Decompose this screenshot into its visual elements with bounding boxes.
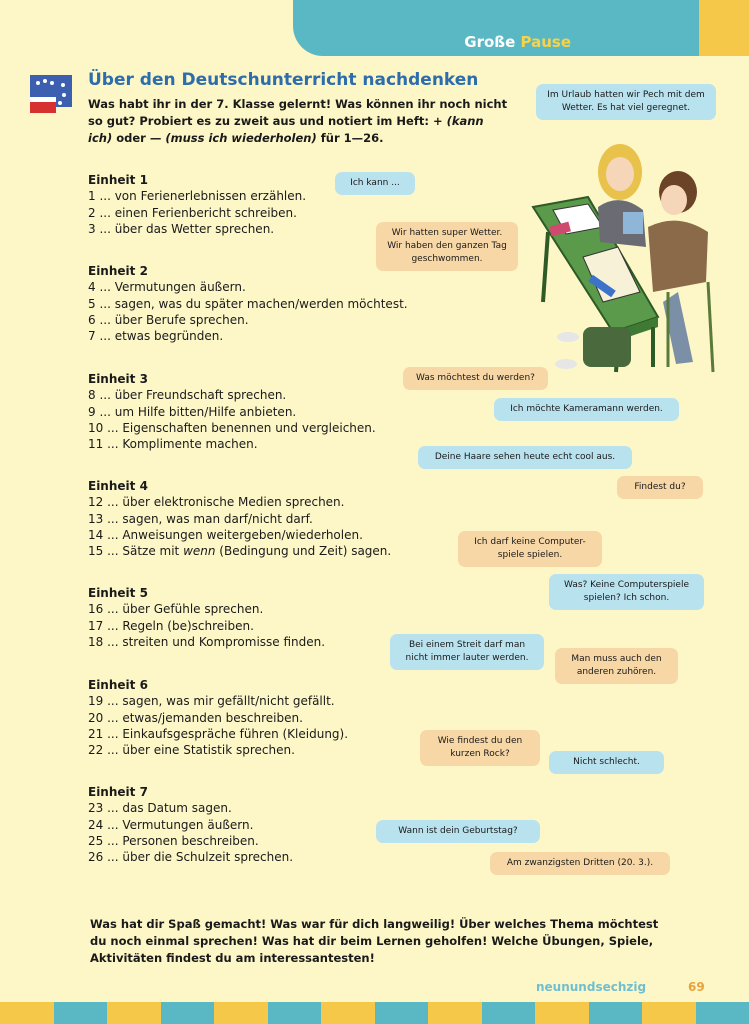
item15-end: (Bedingung und Zeit) sagen. <box>215 544 392 559</box>
unit-4 <box>88 478 391 559</box>
section-title-word1: Große <box>464 33 516 51</box>
page-number-word: neunundsechzig <box>536 980 647 994</box>
speech-bubble: Im Urlaub hatten wir Pech mit dem Wetter. Es hat viel geregnet. <box>536 84 716 120</box>
unit-7 <box>88 784 293 865</box>
speech-bubble: Was möchtest du werden? <box>403 367 548 390</box>
intro-text-1: Was habt ihr in der 7. Klasse gelernt! Was können ihr noch nicht so gut? Probiert es zu zweit aus und notiert im Heft: + <box>88 97 508 128</box>
list-item: 5 ... sagen, was du später machen/werden möchtest. <box>88 296 408 311</box>
list-item: 21 ... Einkaufsgespräche führen (Kleidung). <box>88 726 349 741</box>
unit-2 <box>88 263 408 344</box>
speech-bubble: Findest du? <box>617 476 703 499</box>
unit-heading: Einheit 2 <box>88 264 148 278</box>
section-title-word2: Pause <box>520 33 571 51</box>
list-item: 18 ... streiten und Kompromisse finden. <box>88 634 326 649</box>
list-item: 26 ... über die Schulzeit sprechen. <box>88 850 294 865</box>
list-item: 4 ... Vermutungen äußern. <box>88 280 246 295</box>
unit-heading: Einheit 6 <box>88 678 148 692</box>
speech-bubble: Wir hatten super Wetter. Wir haben den ganzen Tag geschwommen. <box>376 222 518 271</box>
list-item: 22 ... über eine Statistik sprechen. <box>88 743 295 758</box>
item15-wenn: wenn <box>183 544 216 559</box>
list-item: 16 ... über Gefühle sprechen. <box>88 602 264 617</box>
list-item: 11 ... Komplimente machen. <box>88 437 258 452</box>
unit-heading: Einheit 3 <box>88 372 148 386</box>
reflection-questions: Was hat dir Spaß gemacht! Was war für dich langweilig! Über welches Thema möchtest du noch einmal sprechen! Was hat dir beim Lernen geholfen! Welche Übungen, Spiele, Aktivitäten findest du am interessantesten! <box>90 917 659 965</box>
intro-instructions <box>88 96 508 147</box>
speech-bubble: Wie findest du den kurzen Rock? <box>420 730 540 766</box>
speech-bubble: Wann ist dein Geburtstag? <box>376 820 540 843</box>
item15-start: 15 ... Sätze mit <box>88 544 184 559</box>
list-item: 14 ... Anweisungen weitergeben/wiederholen. <box>88 527 363 542</box>
unit-6 <box>88 677 348 758</box>
list-item: 10 ... Eigenschaften benennen und vergleichen. <box>88 420 376 435</box>
speech-bubble: Bei einem Streit darf man nicht immer lauter werden. <box>390 634 544 670</box>
unit-5 <box>88 585 325 650</box>
speech-bubble: Was? Keine Computerspiele spielen? Ich schon. <box>549 574 704 610</box>
list-item <box>88 543 391 559</box>
list-item: 23 ... das Datum sagen. <box>88 801 232 816</box>
list-item: 6 ... über Berufe sprechen. <box>88 312 249 327</box>
list-item: 19 ... sagen, was mir gefällt/nicht gefällt. <box>88 694 335 709</box>
bottom-stripe-bar <box>0 1002 749 1024</box>
list-item: 1 ... von Ferienerlebnissen erzählen. <box>88 189 307 204</box>
list-item: 20 ... etwas/jemanden beschreiben. <box>88 710 303 725</box>
page-title: Über den Deutschunterricht nachdenken <box>88 70 479 90</box>
speech-bubble: Ich möchte Kameramann werden. <box>494 398 679 421</box>
list-item: 17 ... Regeln (be)schreiben. <box>88 618 254 633</box>
intro-kann: (kann ich) <box>88 114 484 145</box>
speech-bubble: Ich darf keine Computer-spiele spielen. <box>458 531 602 567</box>
unit-3 <box>88 371 376 452</box>
flag-icon <box>30 75 72 113</box>
list-item: 3 ... über das Wetter sprechen. <box>88 221 275 236</box>
header-corner-block <box>699 0 749 56</box>
list-item: 12 ... über elektronische Medien sprechen. <box>88 495 345 510</box>
intro-muss: (muss ich wiederholen) <box>165 131 317 145</box>
intro-text-2: oder — <box>112 131 166 145</box>
list-item: 9 ... um Hilfe bitten/Hilfe anbieten. <box>88 404 297 419</box>
speech-bubble: Deine Haare sehen heute echt cool aus. <box>418 446 632 469</box>
students-illustration <box>528 132 718 377</box>
unit-heading: Einheit 5 <box>88 586 148 600</box>
list-item: 8 ... über Freundschaft sprechen. <box>88 388 287 403</box>
unit-heading: Einheit 1 <box>88 173 148 187</box>
list-item: 2 ... einen Ferienbericht schreiben. <box>88 205 297 220</box>
intro-text-3: für 1—26. <box>316 131 384 145</box>
speech-bubble: Man muss auch den anderen zuhören. <box>555 648 678 684</box>
page-number: 69 <box>688 980 705 994</box>
speech-bubble: Am zwanzigsten Dritten (20. 3.). <box>490 852 670 875</box>
list-item: 25 ... Personen beschreiben. <box>88 833 259 848</box>
list-item: 13 ... sagen, was man darf/nicht darf. <box>88 511 313 526</box>
unit-heading: Einheit 4 <box>88 479 148 493</box>
list-item: 24 ... Vermutungen äußern. <box>88 817 254 832</box>
speech-bubble: Nicht schlecht. <box>549 751 664 774</box>
list-item: 7 ... etwas begründen. <box>88 329 224 344</box>
speech-bubble: Ich kann ... <box>335 172 415 195</box>
unit-1 <box>88 172 306 237</box>
section-title <box>464 33 571 51</box>
unit-heading: Einheit 7 <box>88 785 148 799</box>
